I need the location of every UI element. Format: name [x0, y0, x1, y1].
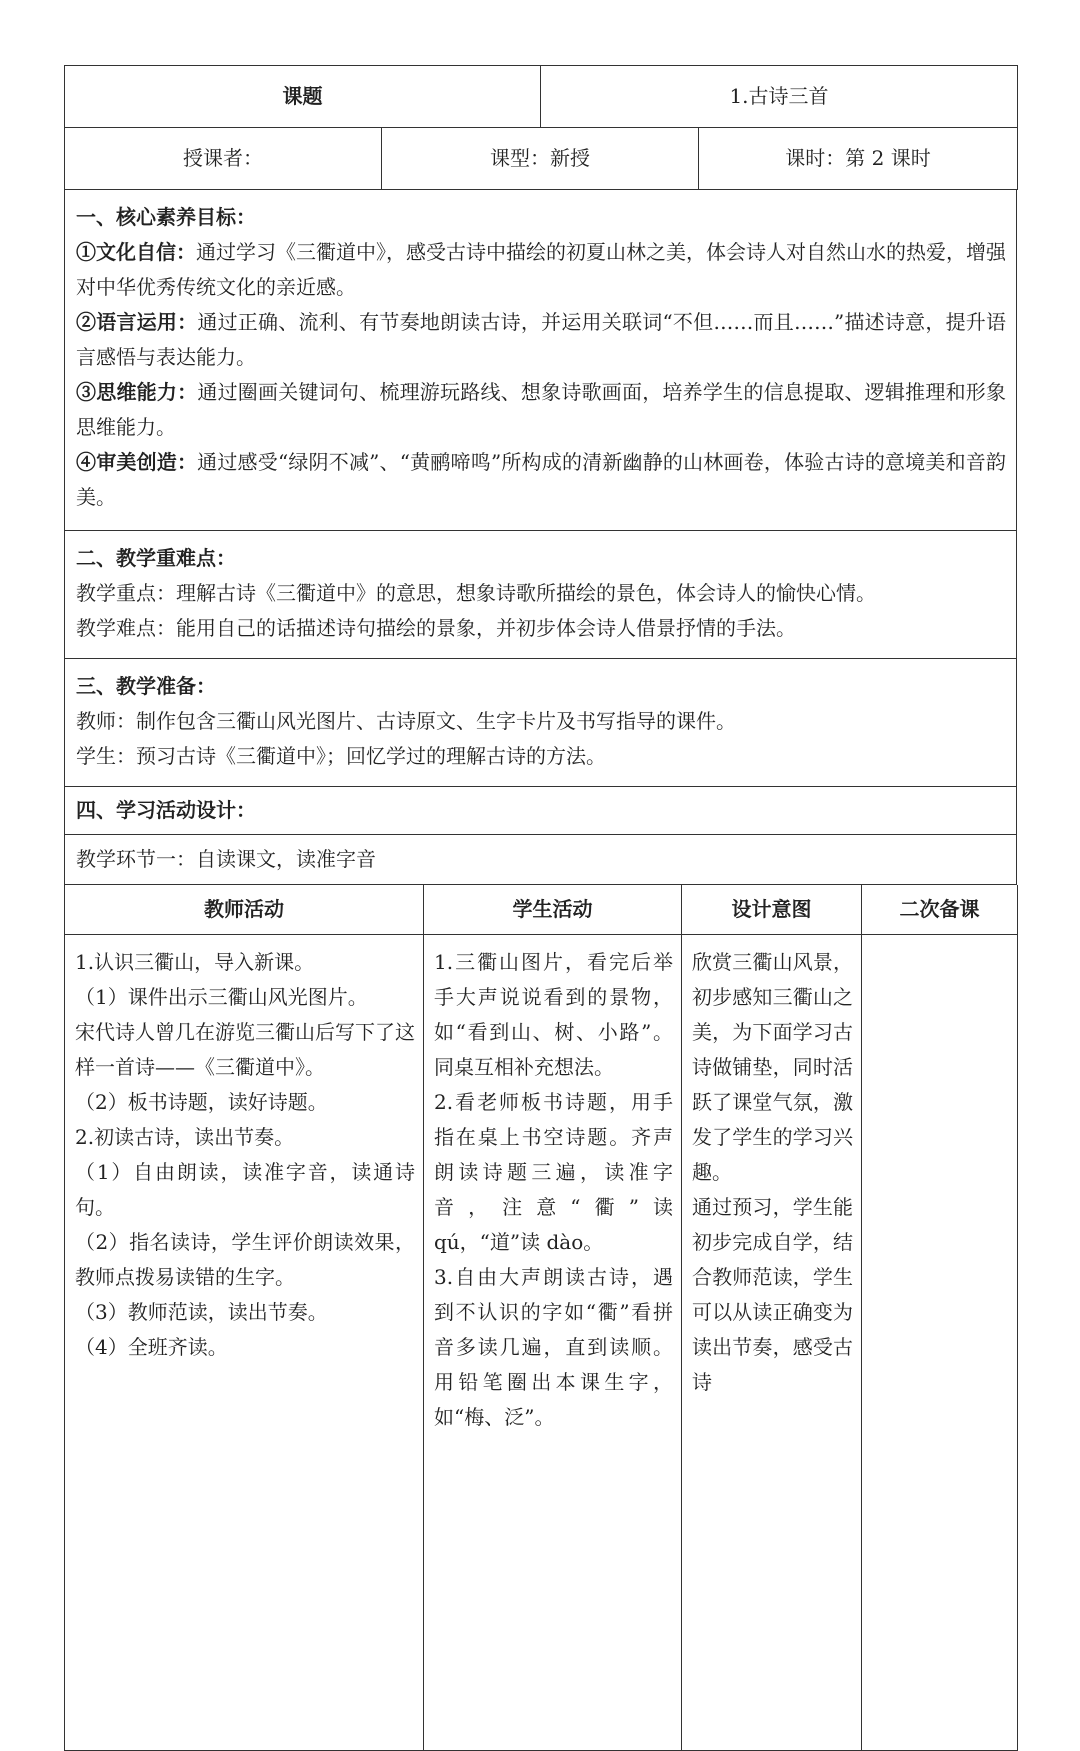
teacher-line: 1.认识三衢山，导入新课。 — [75, 950, 315, 974]
teacher-line: （3）教师范读，读出节奏。 — [75, 1300, 328, 1324]
goal-item: ②语言运用：通过正确、流利、有节奏地朗读古诗，并运用关联词“不但……而且……”描述诗意，提升语言感悟与表达能力。 — [76, 310, 1007, 369]
col-student-activity: 学生活动 — [424, 885, 682, 935]
lesson-type: 课型：新授 — [382, 128, 699, 190]
teacher-prep-line: 教师：制作包含三衢山风光图片、古诗原文、生字卡片及书写指导的课件。 — [76, 709, 736, 733]
sections-table — [64, 190, 1017, 885]
lesson-period: 课时：第 2 课时 — [699, 128, 1018, 190]
meta-table — [64, 128, 1018, 190]
section4-heading: 四、学习活动设计： — [65, 787, 1017, 835]
teacher-line: （4）全班齐读。 — [75, 1335, 228, 1359]
design-intent-cell — [682, 935, 862, 1751]
col-second-prep: 二次备课 — [862, 885, 1018, 935]
section3-heading: 三、教学准备： — [76, 674, 216, 698]
lesson-plan-document — [64, 65, 1017, 1751]
step-title: 教学环节一：自读课文，读准字音 — [65, 835, 1017, 885]
student-line: 1.三衢山图片，看完后举手大声说说看到的景物，如“看到山、树、小路”。同桌互相补充想法。 — [434, 950, 673, 1079]
student-activity-cell — [424, 935, 682, 1751]
teacher-label: 授课者： — [65, 128, 382, 190]
section-preparation — [65, 659, 1017, 787]
key-point-line: 教学重点：理解古诗《三衢道中》的意思，想象诗歌所描绘的景色，体会诗人的愉快心情。 — [76, 581, 876, 605]
teacher-activity-cell — [65, 935, 424, 1751]
activity-table — [64, 885, 1018, 1751]
teacher-line: 2.初读古诗，读出节奏。 — [75, 1125, 295, 1149]
intent-line: 欣赏三衢山风景，初步感知三衢山之美，为下面学习古诗做铺垫，同时活跃了课堂气氛，激发了学生的学习兴趣。 — [692, 950, 853, 1184]
student-line: 3.自由大声朗读古诗，遇到不认识的字如“衢”看拼音多读几遍，直到读顺。用铅笔圈出本课生字，如“梅、泛”。 — [434, 1265, 673, 1429]
goal-item: ④审美创造：通过感受“绿阴不减”、“黄鹂啼鸣”所构成的清新幽静的山林画卷，体验古诗的意境美和音韵美。 — [76, 450, 1007, 509]
header-table — [64, 65, 1018, 128]
topic-label: 课题 — [65, 66, 541, 128]
difficulty-line: 教学难点：能用自己的话描述诗句描绘的景象，并初步体会诗人借景抒情的手法。 — [76, 616, 796, 640]
goal-item: ③思维能力：通过圈画关键词句、梳理游玩路线、想象诗歌画面，培养学生的信息提取、逻辑推理和形象思维能力。 — [76, 380, 1007, 439]
teacher-line: （2）板书诗题，读好诗题。 — [75, 1090, 328, 1114]
student-prep-line: 学生：预习古诗《三衢道中》；回忆学过的理解古诗的方法。 — [76, 744, 606, 768]
teacher-line: （1）自由朗读，读准字音，读通诗句。 — [75, 1160, 415, 1219]
section-key-points — [65, 531, 1017, 659]
teacher-line: （1）课件出示三衢山风光图片。 — [75, 985, 368, 1009]
section-core-goals — [65, 190, 1017, 531]
intent-line: 通过预习，学生能初步完成自学，结合教师范读，学生可以从读正确变为读出节奏，感受古诗 — [692, 1195, 853, 1394]
col-design-intent: 设计意图 — [682, 885, 862, 935]
col-teacher-activity: 教师活动 — [65, 885, 424, 935]
topic-value: 1.古诗三首 — [541, 66, 1018, 128]
goal-item: ①文化自信：通过学习《三衢道中》，感受古诗中描绘的初夏山林之美，体会诗人对自然山水的热爱，增强对中华优秀传统文化的亲近感。 — [76, 240, 1006, 299]
section2-heading: 二、教学重难点： — [76, 546, 236, 570]
student-line: 2.看老师板书诗题，用手指在桌上书空诗题。齐声朗读诗题三遍，读准字音，注意“衢”读 qú，“道”读 dào。 — [434, 1090, 673, 1254]
second-prep-cell — [862, 935, 1018, 1751]
teacher-line: （2）指名读诗，学生评价朗读效果，教师点拨易读错的生字。 — [75, 1230, 415, 1289]
teacher-line: 宋代诗人曾几在游览三衢山后写下了这样一首诗——《三衢道中》。 — [75, 1020, 415, 1079]
section1-heading: 一、核心素养目标： — [76, 205, 256, 229]
